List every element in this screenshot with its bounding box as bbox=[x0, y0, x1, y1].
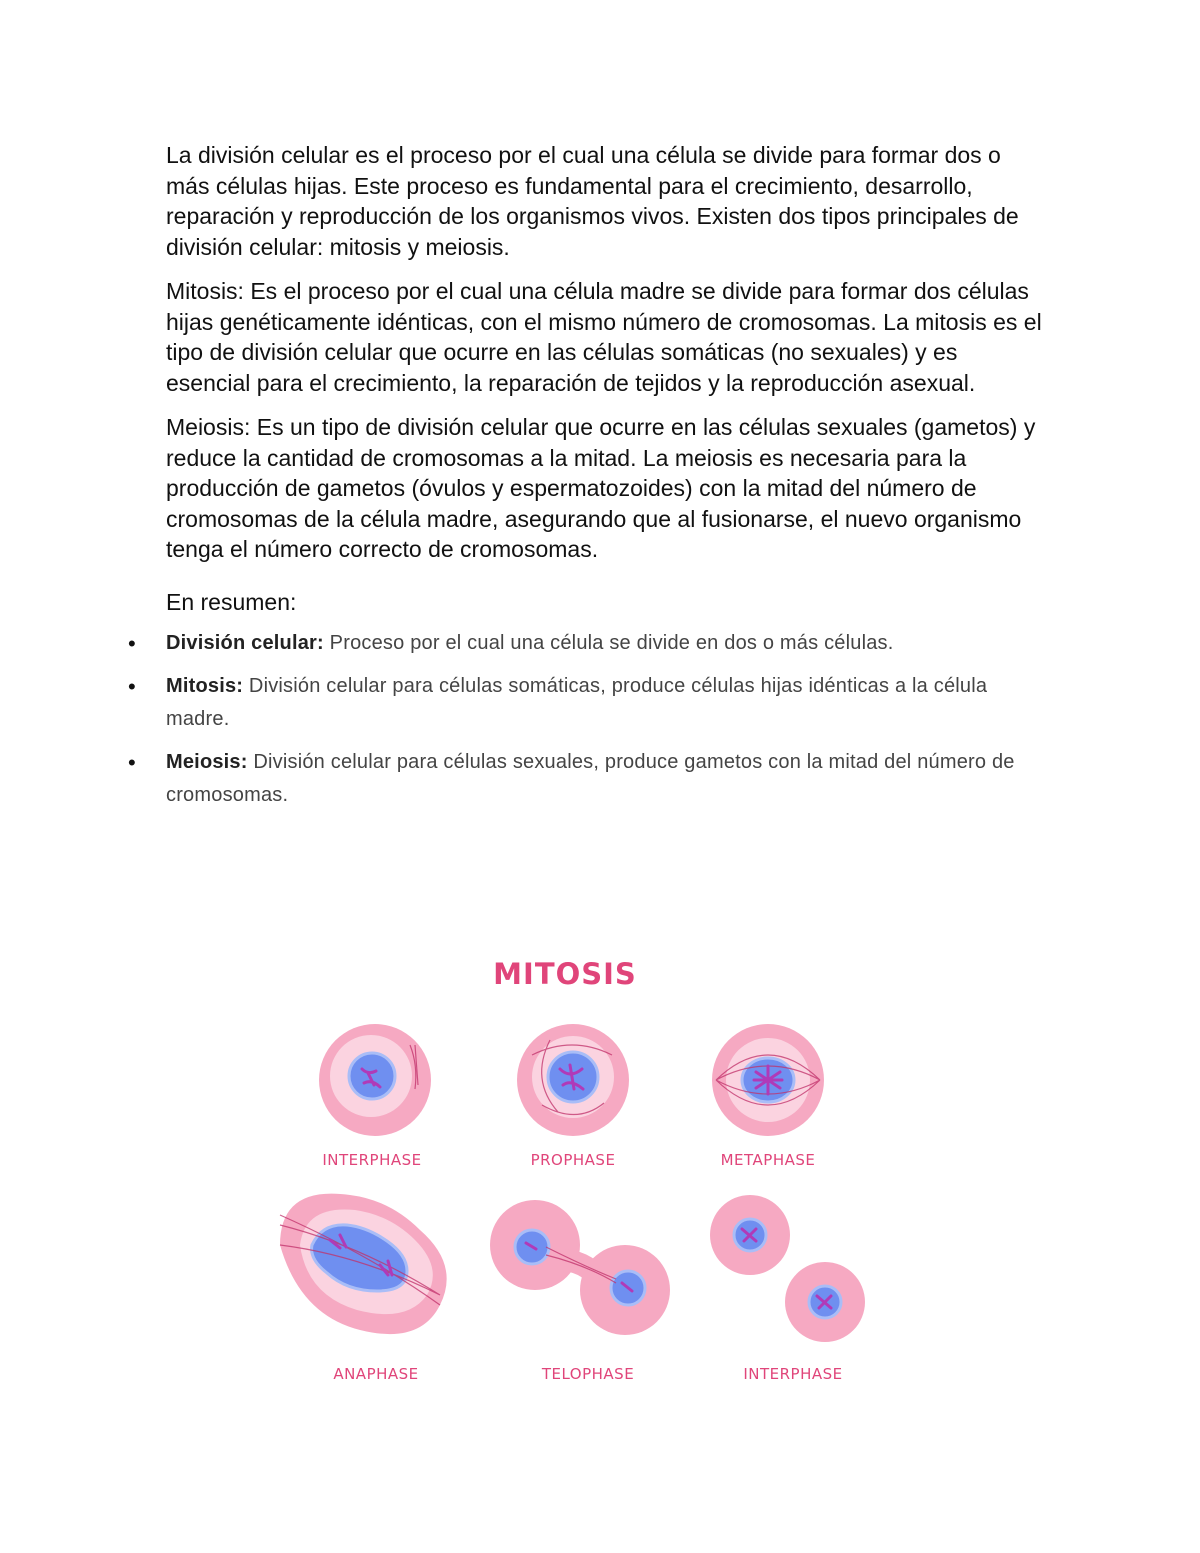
intro-paragraph: La división celular es el proceso por el cual una célula se divide para formar dos o más células hijas. Este proceso es fundamental para el crecimiento, desarrollo, reparación y reproducción de los organismos vivos. Existen dos tipos principales de división celular: mitosis y meiosis. bbox=[166, 142, 1019, 260]
mitosis-paragraph: Mitosis: Es el proceso por el cual una célula madre se divide para formar dos células hijas genéticamente idénticas, con el mismo número de cromosomas. La mitosis es el tipo de división celular que ocurre en las células somáticas (no sexuales) y es esencial para el crecimiento, la reparación de tejidos y la reproducción asexual. bbox=[166, 278, 1042, 396]
telophase-cell bbox=[490, 1200, 670, 1335]
summary-term: División celular: bbox=[166, 631, 324, 654]
summary-term: Meiosis: bbox=[166, 750, 248, 773]
figure-title: MITOSIS bbox=[493, 957, 637, 991]
bullet-icon: • bbox=[128, 630, 136, 656]
stage-label: INTERPHASE bbox=[743, 1365, 843, 1383]
stage-label: ANAPHASE bbox=[333, 1365, 419, 1383]
metaphase-cell bbox=[712, 1024, 824, 1136]
summary-text: División celular para células somáticas, produce células hijas idénticas a la célula madre. bbox=[166, 674, 988, 730]
summary-list bbox=[128, 627, 1046, 812]
mitosis-illustration bbox=[250, 945, 890, 1395]
meiosis-paragraph: Meiosis: Es un tipo de división celular que ocurre en las células sexuales (gametos) y reduce la cantidad de cromosomas a la mitad. La meiosis es necesaria para la producción de gametos (óvulos y espermatozoides) con la mitad del número de cromosomas de la célula madre, asegurando que al fusionarse, el nuevo organismo tenga el número correcto de cromosomas. bbox=[166, 414, 1036, 562]
stage-label: TELOPHASE bbox=[541, 1365, 635, 1383]
list-item bbox=[128, 746, 1046, 812]
list-item bbox=[128, 670, 1046, 736]
bullet-icon: • bbox=[128, 749, 136, 775]
summary-term: Mitosis: bbox=[166, 674, 244, 697]
mitosis-figure bbox=[250, 945, 890, 1395]
summary-text: Proceso por el cual una célula se divide en dos o más células. bbox=[323, 631, 894, 654]
interphase-cell bbox=[319, 1024, 431, 1136]
interphase-daughter-cells bbox=[710, 1195, 865, 1342]
stage-label: INTERPHASE bbox=[322, 1151, 422, 1169]
nucleus bbox=[349, 1053, 395, 1099]
document-body bbox=[128, 140, 1046, 822]
stage-label: PROPHASE bbox=[530, 1151, 616, 1169]
prophase-cell bbox=[517, 1024, 629, 1136]
summary-heading: En resumen: bbox=[166, 588, 297, 615]
bullet-icon: • bbox=[128, 673, 136, 699]
summary-text: División celular para células sexuales, produce gametos con la mitad del número de cromosomas. bbox=[166, 750, 1015, 806]
stage-label: METAPHASE bbox=[720, 1151, 816, 1169]
anaphase-cell bbox=[280, 1194, 447, 1335]
list-item bbox=[128, 627, 1046, 660]
